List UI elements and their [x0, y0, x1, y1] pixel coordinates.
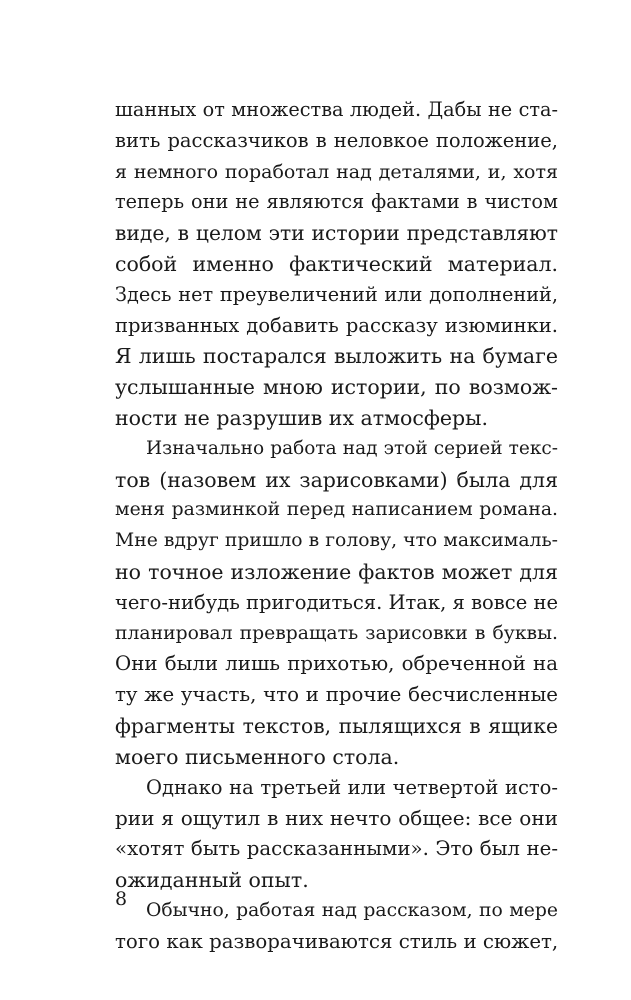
- text-line: ности не разрушив их атмосферы.: [115, 405, 489, 430]
- text-line: Обычно, работая над рассказом, по мере: [146, 899, 558, 921]
- text-line: фрагменты текстов, пылящихся в ящике: [115, 713, 558, 738]
- text-line: услышанные мною истории, по возмож-: [115, 375, 558, 400]
- text-line: меня разминкой перед написанием романа.: [115, 499, 558, 521]
- text-line: тов (назовем их зарисовками) была для: [115, 467, 558, 492]
- text-line: Изначально работа над этой серией текс-: [146, 437, 558, 459]
- text-line: Здесь нет преувеличений или дополнений,: [115, 282, 558, 306]
- text-line: я немного поработал над деталями, и, хотя: [115, 160, 558, 183]
- text-line: моего письменного стола.: [115, 744, 400, 769]
- text-line: вить рассказчиков в неловкое положение,: [115, 128, 558, 152]
- text-line: ту же участь, что и прочие бесчисленные: [115, 683, 558, 707]
- text-line: Они были лишь прихотью, обреченной на: [115, 652, 558, 676]
- text-line: теперь они не являются фактами в чистом: [115, 190, 558, 214]
- text-line: виде, в целом эти истории представляют: [115, 221, 558, 246]
- text-line: рии я ощутил в них нечто общее: все они: [115, 806, 558, 831]
- text-line: но точное изложение фактов может для: [115, 559, 558, 584]
- text-line: того как разворачиваются стиль и сюжет,: [115, 929, 558, 953]
- text-line: Я лишь постарался выложить на бумаге: [115, 344, 558, 369]
- text-line: Однако на третьей или четвертой исто-: [146, 775, 558, 799]
- text-line: собой именно фактический материал.: [115, 251, 558, 276]
- page-number: 8: [115, 888, 128, 910]
- text-line: шанных от множества людей. Дабы не ста-: [115, 98, 558, 121]
- text-line: планировал превращать зарисовки в буквы.: [115, 622, 558, 644]
- text-line: чего-нибудь пригодиться. Итак, я вовсе не: [115, 590, 558, 614]
- text-line: «хотят быть рассказанными». Это был не-: [115, 837, 558, 861]
- body-text: [115, 95, 558, 957]
- text-line: призванных добавить рассказу изюминки.: [115, 313, 558, 337]
- text-line: ожиданный опыт.: [115, 867, 309, 892]
- text-line: Мне вдруг пришло в голову, что максималь-: [115, 530, 558, 552]
